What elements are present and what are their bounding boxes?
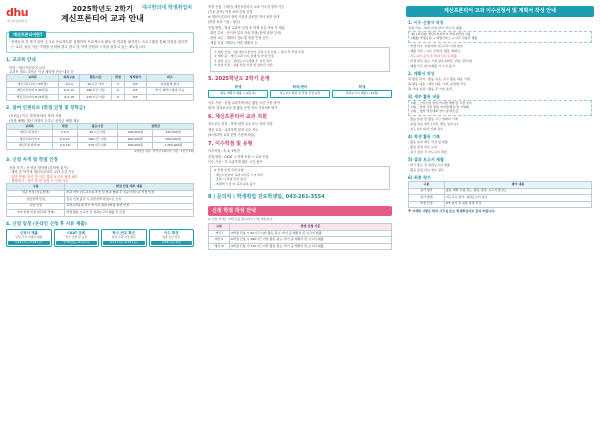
table-row [409,201,592,207]
step-title: 학수 번호 확인 [112,231,136,236]
schedule-step [149,229,195,247]
cell: P/F [125,88,147,94]
flow-step [332,85,392,97]
university-logo: dhu [6,6,29,19]
th: 학점 [111,75,124,81]
example-box [408,31,592,44]
step-date: 5.21.(수)~5.23.(금) [8,241,50,246]
cell: 6학점 신청 시 180시간 이상 활동 필요, 학기 중 계획서 및 보고서 제출 [230,237,392,243]
example-line: (예) _ 스타트업 창업 아이템 개발 및 시장 조사 [411,101,472,106]
step-date: 5.26.(월)~6.4.(수) [56,241,98,246]
flow-title: 학생 [358,85,366,90]
cell: 지도교수 평가, 결과보고서 심사 [444,195,591,201]
section-heading: 3. 신청 자격 및 학점 인정 [6,158,58,164]
pink-table-wrap [208,223,392,250]
th: 성적평가 [125,75,147,81]
step-date: 6.11.(수)~6.13.(금) [103,241,145,246]
course-table [6,74,194,101]
example-line: 예) (과목명) 계신프론티어 II 학점 (학번) 이름 [411,32,471,37]
step-title: CKAT 등록 [67,231,86,236]
info-line: - 학기 종료 전 결과보고서 제출 [408,163,450,168]
info-line: 2) 활동 내용 : 세부 내용 기재, 일정별 작성 [408,81,466,86]
section-incentive [6,106,194,153]
cell: 900,000원 [153,136,194,142]
info-line: - 지도교수 의견 기재 필수 [408,127,443,132]
cell: 계신 III [209,243,230,249]
intro-text: 학생들의 전 학기 동안 수시로 프로젝트를 실행하여 프로젝트의 활동 및 결과를 평가하는 프로그램을 통해 학점을 취득하는 교과, 창업 기준 이하를 준비할 경우 참고 및 학생 응원의 구조를 갖추고 있는 제도입니다. [11,40,188,49]
operation-flow [208,85,392,97]
cell: 90시간 이상 [77,130,118,136]
bullet: (장학 혜택) 계신 학생이 등록금 장학금 혜택 제공 [9,118,80,123]
cell: 3학점 신청 시 90시간 이상 활동 필요, 학기 중 계획서 및 보고서 제출 [230,230,392,236]
cell: 계신프론티어 II [7,136,53,142]
step-date: 6.26.(목) 예정 [151,241,193,246]
step-title: 신청서 제출 [19,231,38,236]
info-line: - 담당 교수 : 계획서 검토 및 학점 인정 승인 [208,35,269,40]
section-schedule [6,222,194,248]
info-line: - 제출 서류 : 이수 신청서, 활동 계획서 [408,49,460,54]
info-line: 평가: 결과보고서 및 활동 증빙 자료 기준 P/F 평가 [208,105,278,110]
cell: 9-0-18 [52,143,77,149]
intro-heading: 계신프론티어란? [9,31,46,38]
section-heading: 1. 교과목 안내 [6,58,36,64]
cell: 전공 인정 불가 시 일반선택 학점으로 인정 [65,197,194,203]
cell: 6-0-12 [52,136,77,142]
cell: 300,000원 [118,130,153,136]
info-line: - 학생 개인 정보 기재 필수 (학번, 성명, 연락처) [408,58,473,63]
th: 비고 [146,75,193,81]
table-row [7,94,194,100]
info-line: - 제출 기간 내 미제출 시 수강 불가 [408,63,455,68]
cell: 계신 II [209,237,230,243]
cell: 평가 항목 [409,188,445,194]
university-name: 대구한의대학교 [7,19,28,23]
example-line: (예) _ 창업 경진대회 참가 및 멘토링 [411,109,459,114]
th: 과목구분 [58,75,80,81]
info-line: 학점 신청 : (계신) 계신프론티어 교과 이수자 장학 가능 [208,5,285,9]
cell: 180시간 이상 [80,88,112,94]
cell: 600,000원 [118,136,153,142]
cell: 900,000원 [118,143,153,149]
cell: P/F 평가 후 최종 학점 인정 [444,201,591,207]
info-line: - 증빙 자료 첨부 (사진, 활동 일지 등) [408,122,459,127]
section-eligibility [6,158,194,216]
th: 평가 내용 [444,182,591,188]
cell: 계신프론티어 I (3학점) [7,81,59,87]
evaluation-table [408,181,592,208]
bullet: - 계절학기 : 학기 중 미 신청 시 신청 가능 [9,178,69,183]
th: 구분 [209,224,230,230]
section-heading: 4. 신청 일정 (온라인 신청 후 서류 제출) [6,221,87,227]
cell: 학생 활동 보고서 및 결과보고서 제출 후 인정 [65,210,194,216]
title-line2: 계신프론티어 교과 안내 [61,14,144,24]
cell [146,94,193,100]
caution-row: - 계절학기 및 타 교과 중복 불가 [214,181,256,186]
cell: 270시간 이상 [80,94,112,100]
page-header [0,0,200,30]
flow-desc: 활동 계획서 제출 (~9월 중) [208,90,268,98]
cell: 450,000원 [153,130,194,136]
bullet: 신청 자격 : 전 학년 재학생 (휴학생 불가) [9,166,68,171]
cell: 학점 인정 [409,201,445,207]
column-left [0,0,200,442]
info-line: 계신 교과 : 교과목별 담당 교수 지도 [208,127,259,132]
info-line: - 활동 일지 매주 작성 및 제출 [408,140,448,145]
title-line1: 2025학년도 2학기 [72,5,133,13]
cell: 기타 학점 인정 (비교과 연계) [7,210,65,216]
schedule-steps [6,229,194,247]
section-heading: 2. 계획서 작성 [408,70,435,76]
note: ※ 신청 자격은 아래 표를 참고하여 신청 바랍니다. [208,217,274,222]
cell: 90시간 이상 [80,81,112,87]
credit-guide-table [208,223,392,250]
th: 구분 [7,184,65,190]
column-right [400,0,600,442]
footnote: ※장학금 지원 : 학기당 1회(이수 기준 : 1인당 1회) [134,148,194,153]
section-heading: 6) 최종 평가 [408,174,431,180]
info-line: (※ 학과별 교과 운영 기준에 따름) [208,132,256,137]
flow-desc: 결과보고서 제출 (~12월) [332,90,392,98]
info-line: 1) 활동 목적 : 활동 목표, 주요 활동 내용 기재 [408,76,470,81]
bullet: - 일반 학생: 학기 중 이수 결과 보고서 제출 필수 [9,174,79,179]
process-row: ① 계신 신청 : 1월 계신프론티어 교과 수강 신청 ~ 참여 후 학점 인정 [214,49,305,54]
intro-box [6,32,194,53]
section-heading: 5. 2025학년도 2학기 운영 [208,75,270,82]
step-desc: 최종 승인 알림 [162,235,181,239]
section-heading: 3) 세부 활동 내용 [408,93,440,99]
schedule-step [54,229,100,247]
table-row [209,243,392,249]
info-line: 이수 기준 : 신청 교과목에 따른 활동 시간 이상 참여 [208,100,280,105]
cell: 1,350,000원 [153,143,194,149]
cell: 3-0-0 [58,81,80,87]
info-line: 이수 기준 : 각 교과목별 활동 시간 충족 [208,159,263,164]
page-title [55,5,150,24]
caution-row: ※ 학점 인정 주의 사항 [214,168,244,173]
section-heading: 7. 이수학점 및 유형 [208,140,253,147]
caution-box [210,166,390,191]
step-desc: 학과 교과 과정 확인 [111,235,136,239]
cell: 3 [111,81,124,87]
section-heading: 5) 결과 보고서 제출 [408,156,444,162]
bullet: 학점 : 계신프론티어 교과 [9,65,46,70]
info-line: - 학생 이수 신청서에 지도교수 서명 필수 [408,44,463,49]
inquiry-contact: 8 | 문의처 : 학생취업 진로학생팀, 043-261-3554 [208,194,325,201]
cell: 계신 I [209,230,230,236]
th: 구분 [409,182,445,188]
info-line: - 활동 증빙 자료 보관 [408,145,437,150]
example-line: (예) _ 지역 기반 창업 아이템 발굴 및 사업화 [411,105,469,110]
cell: 9학점 신청 시 270시간 이상 활동 필요, 학기 중 계획서 및 보고서 제출 [230,243,392,249]
schedule-step [6,229,52,247]
cell: 6 [111,88,124,94]
info-line: ※ 계신프론티어 장학 기준과 관련한 학사 처리 안내 [208,15,280,20]
bullet: - 재학 중 학기에 계신프론티어 교과 수강 가능 [9,170,75,175]
section-course [6,58,194,101]
cell: 평가 방법 [409,195,445,201]
th: 학점 신청 기준 [230,224,392,230]
cell: 9-0-18 [58,94,80,100]
info-line: - 활동 증빙 자료 첨부 필수 [408,167,444,172]
cell: 교양교과목의 경우 학기당 최대 3학점 까지 인정 [65,203,194,209]
step-desc: 학수 조회 및 등록 [65,235,88,239]
th: 학점 [52,123,77,129]
credit-table [6,183,194,216]
th: 활동시간 [80,75,112,81]
cell: 계신프론티어 III [7,143,53,149]
cell: 자유롭게 참여 [146,81,193,87]
cell: 교양 인정 [7,203,65,209]
incentive-table [6,123,194,150]
bullet: (지원금) 이수 학점에 따라 장학 지원 [9,114,62,119]
info-line: 지도교수 지정 : 학생 희망 교수 또는 학과 지정 [208,122,273,127]
info-line: 이수학점 : 3, 6, 9학점 [208,149,240,154]
column-middle [200,0,400,442]
section-heading: 2. 참여 인센티브 (학점 인정 및 장학금) [6,106,86,112]
pink-section-title: 신청 학점 작성 안내 [208,206,392,217]
cell: P/F [125,94,147,100]
cell: 270시간 이상 [77,143,118,149]
step-title: 이수 확정 [163,231,179,236]
cell: 6-0-12 [58,88,80,94]
info-line: - 중간 점검 시 지도교수 면담 [408,149,447,154]
cell: 180시간 이상 [77,136,118,142]
info-line: - 희망 부서 : 사이버 일지 작성 진행 (학생 담당 부서) [208,30,282,35]
flow-step [208,85,268,97]
cell: 활동 계획 이행 정도, 활동 결과, 보고서 충실도 [444,188,591,194]
flow-title: 학생 [234,85,242,90]
example-line: (제출) 학생포털 → 학생서비스 → 이수 신청서 제출 [411,36,478,41]
process-box [210,47,390,72]
info-line: 3) 기대 효과 : 활동 후 기대 효과 [408,86,452,91]
cell: 3-0-0 [52,130,77,136]
section-heading: 1. 이수 신청서 작성 [408,19,444,25]
cell: P/F [125,81,147,87]
th: 교과목 [7,75,59,81]
cell: 전공 인정 (전공선택) [7,190,65,196]
process-row: ② 재학 중 : 계신 교과 이수 진행 및 학점 인정 [214,54,274,59]
info-line: 신청 서류 : 학과 지정 양식 작성 후 제출 [408,25,462,30]
info-line: 신청 방법 : 학과 교과목 신청 후 학생 서류 작성 후 제출 [208,25,285,30]
flow-step [270,85,330,97]
info-line: (학점 처리 기준 : 필수) [208,20,241,25]
bullet: 교과목 개요: 2학년 이상 재학생 전공 대상 등 [9,70,74,75]
step-desc: 담당 부서 이메일 제출 [15,235,43,239]
th: 필요시간 [77,123,118,129]
caution-row: - 계신프론티어 교과 미이수 시 F 처리 [214,172,264,177]
example-box [408,100,592,117]
cell: 일반선택 인정 [7,197,65,203]
schedule-step [101,229,147,247]
cell: 학기 재학시 참여 가능 [146,88,193,94]
section-heading: 6. 계신프론티어 교과 지원 [208,113,267,120]
flow-title: 학과/센터 [292,85,308,90]
guide-title: 계신프론티어 교과 이수신청서 및 계획서 작성 안내 [406,6,594,17]
cell: 학과 학부 지도교수의 추천 및 학과 협의 후 전공선택으로 학점 인정 [65,190,194,196]
office-brand: 대구한의대 학생취업처 [141,5,192,11]
th: 교과목 [7,123,53,129]
info-line: - 지도교수 승인 후 학과 사무실 제출 [408,54,457,59]
info-line: - 제출 서류: 계획서, 학습 계획서 등 [208,41,258,46]
cell: 계신프론티어 I [7,130,53,136]
cell: 9 [111,94,124,100]
info-line: (기존 과목) 학점 처리 인정 신청 [208,10,253,15]
info-line: - 활동 일정 및 활동 시간 명확히 기재 [408,117,458,122]
th: 장학금 [118,123,194,129]
process-row: ④ 학점 인정 : 최종 학점 인정 및 장학금 지원 [214,63,273,68]
th: 학점 인정 세부 내용 [65,184,194,190]
info-line: 신청 방법 : CKAT → 학생 포털 → 교과 신청 [208,154,269,159]
table-row [7,210,194,216]
process-row: ③ 결과 보고 : 결과보고서 제출 후 성적 처리 [214,58,272,63]
cell: 계신프론티어 II (6학점) [7,88,59,94]
caution-row: - 휴학 시 학점 인정 불가 [214,177,246,182]
flow-desc: 지도교수 배정 및 학점 인정 승인 [270,90,330,98]
section-heading: 4) 학생 활동 기록 [408,134,440,140]
footer-note: ※ 자세한 사항은 학과 사무실 또는 학생취업처로 문의 바랍니다. [408,209,496,214]
cell: 계신프론티어 III (9학점) [7,94,59,100]
